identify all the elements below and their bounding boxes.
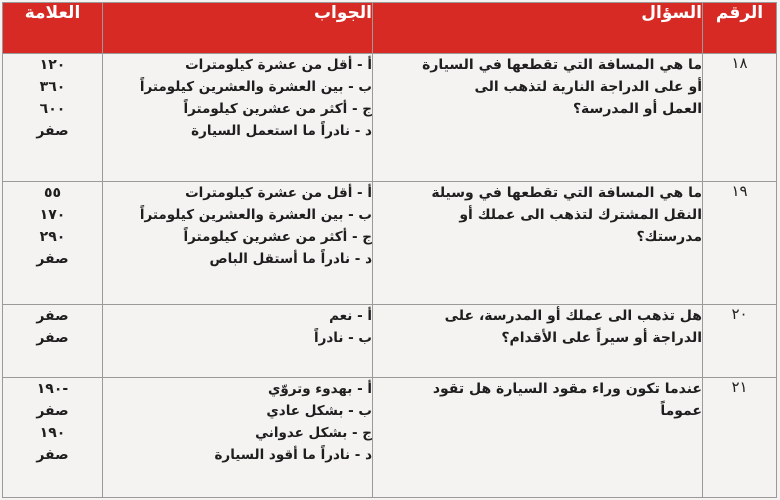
answer-cell bbox=[103, 305, 373, 378]
question-cell bbox=[373, 378, 703, 498]
score-value: ٣٦٠ bbox=[39, 79, 66, 95]
score-cell bbox=[3, 378, 103, 498]
header-number: الرقم bbox=[703, 3, 777, 54]
questionnaire-table bbox=[2, 2, 777, 498]
score-cell bbox=[3, 305, 103, 378]
answer-option: أ - أقل من عشرة كيلومترات bbox=[185, 57, 372, 73]
question-line: الدراجة أو سيراً على الأقدام؟ bbox=[501, 330, 702, 346]
score-value: صفر bbox=[36, 447, 69, 463]
question-line: ما هي المسافة التي تقطعها في السيارة bbox=[422, 57, 702, 73]
question-line: النقل المشترك لتذهب الى عملك أو bbox=[459, 207, 702, 223]
question-cell bbox=[373, 182, 703, 305]
answer-option: ب - نادراً bbox=[313, 330, 372, 346]
question-line: العمل أو المدرسة؟ bbox=[572, 101, 702, 117]
header-row bbox=[3, 3, 777, 54]
answer-option: أ - نعم bbox=[329, 308, 372, 324]
answer-cell bbox=[103, 182, 373, 305]
question-line: أو على الدراجة النارية لتذهب الى bbox=[474, 79, 702, 95]
answer-option: د - نادراً ما أقود السيارة bbox=[214, 447, 372, 463]
header-score: العلامة bbox=[3, 3, 103, 54]
answer-option: ب - بين العشرة والعشرين كيلومتراً bbox=[139, 207, 372, 223]
answer-option: أ - بهدوء وتروّي bbox=[267, 381, 372, 397]
question-line: عندما تكون وراء مقود السيارة هل تقود bbox=[432, 381, 702, 397]
table-row bbox=[3, 305, 777, 378]
score-value: ١٩٠ bbox=[39, 425, 66, 441]
score-cell bbox=[3, 182, 103, 305]
question-line: عموماً bbox=[660, 403, 702, 419]
score-value: ٦٠٠ bbox=[39, 101, 66, 117]
score-value: صفر bbox=[36, 123, 69, 139]
score-value: صفر bbox=[36, 330, 69, 346]
table-row bbox=[3, 54, 777, 182]
answer-option: ج - بشكل عدواني bbox=[255, 425, 372, 441]
header-answer: الجواب bbox=[103, 3, 373, 54]
answer-option: ب - بشكل عادي bbox=[266, 403, 372, 419]
row-number: ١٩ bbox=[703, 182, 777, 305]
answer-option: ب - بين العشرة والعشرين كيلومتراً bbox=[139, 79, 372, 95]
question-cell bbox=[373, 305, 703, 378]
score-value: ١٢٠ bbox=[39, 57, 66, 73]
answer-option: د - نادراً ما استعمل السيارة bbox=[191, 123, 372, 139]
score-value: -١٩٠ bbox=[36, 381, 69, 397]
answer-option: أ - أقل من عشرة كيلومترات bbox=[185, 185, 372, 201]
table-row bbox=[3, 378, 777, 498]
row-number: ٢١ bbox=[703, 378, 777, 498]
table-row bbox=[3, 182, 777, 305]
answer-option: ج - أكثر من عشرين كيلومتراً bbox=[183, 101, 372, 117]
answer-cell bbox=[103, 54, 373, 182]
answer-cell bbox=[103, 378, 373, 498]
answer-option: د - نادراً ما أستقل الباص bbox=[209, 251, 372, 267]
question-cell bbox=[373, 54, 703, 182]
question-line: ما هي المسافة التي تقطعها في وسيلة bbox=[431, 185, 702, 201]
score-value: ٥٥ bbox=[43, 185, 62, 201]
score-value: ٢٩٠ bbox=[39, 229, 66, 245]
score-value: ١٧٠ bbox=[39, 207, 66, 223]
score-value: صفر bbox=[36, 403, 69, 419]
question-line: مدرستك؟ bbox=[636, 229, 702, 245]
score-value: صفر bbox=[36, 308, 69, 324]
header-question: السؤال bbox=[373, 3, 703, 54]
answer-option: ج - أكثر من عشرين كيلومتراً bbox=[183, 229, 372, 245]
score-value: صفر bbox=[36, 251, 69, 267]
question-line: هل تذهب الى عملك أو المدرسة، على bbox=[444, 308, 702, 324]
score-cell bbox=[3, 54, 103, 182]
row-number: ٢٠ bbox=[703, 305, 777, 378]
row-number: ١٨ bbox=[703, 54, 777, 182]
